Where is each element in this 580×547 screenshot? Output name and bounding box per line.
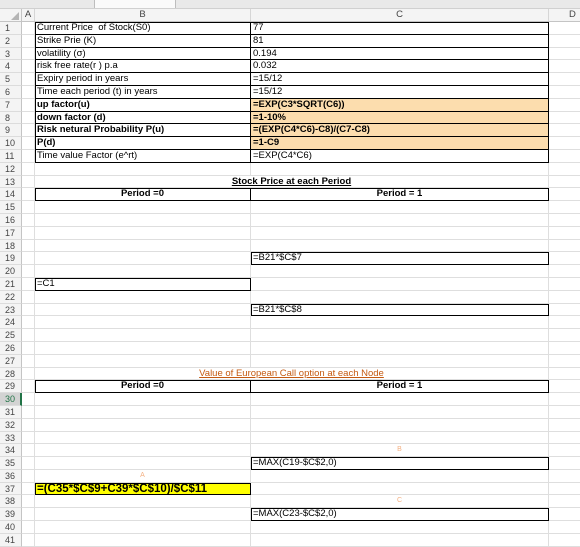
cell-a8[interactable] [22, 112, 35, 125]
cell-b25[interactable] [35, 329, 251, 342]
row-header-20[interactable]: 20 [0, 265, 22, 278]
sheet-row [0, 22, 580, 35]
select-all-button[interactable] [0, 9, 22, 21]
cell-a13[interactable] [22, 176, 35, 189]
cell-b22[interactable] [35, 291, 251, 304]
row-header-27[interactable]: 27 [0, 355, 22, 368]
cell-d24[interactable] [549, 316, 580, 329]
parameter-label-1[interactable]: Current Price of Stock(S0) [35, 22, 251, 35]
cell-a12[interactable] [22, 163, 35, 176]
cell-d28[interactable] [549, 368, 580, 381]
cell-c12[interactable] [251, 163, 549, 176]
sheet-row [0, 329, 580, 342]
row-header-2[interactable]: 2 [0, 35, 22, 48]
parameter-value-6[interactable]: =15/12 [251, 86, 549, 99]
cell-c18[interactable] [251, 240, 549, 253]
sheet-row [0, 86, 580, 99]
cell-b33[interactable] [35, 432, 251, 445]
cell-a7[interactable] [22, 99, 35, 112]
cell-d9[interactable] [549, 124, 580, 137]
cell-d34[interactable] [549, 444, 580, 457]
row-header-8[interactable]: 8 [0, 112, 22, 125]
row-header-9[interactable]: 9 [0, 124, 22, 137]
cell-d27[interactable] [549, 355, 580, 368]
cell-d19[interactable] [549, 252, 580, 265]
column-header-b[interactable]: B [35, 9, 251, 21]
sheet-row [0, 214, 580, 227]
sheet-row [0, 342, 580, 355]
cell-b35[interactable] [35, 457, 251, 470]
sheet-row [0, 99, 580, 112]
row-header-35[interactable]: 35 [0, 457, 22, 470]
select-all-triangle-icon [11, 12, 19, 20]
sheet-row [0, 457, 580, 470]
sheet-row [0, 406, 580, 419]
parameter-value-4[interactable]: 0.032 [251, 60, 549, 73]
node-label-b[interactable]: B [251, 444, 549, 457]
row-header-23[interactable]: 23 [0, 304, 22, 317]
row-header-12[interactable]: 12 [0, 163, 22, 176]
cell-b15[interactable] [35, 201, 251, 214]
sheet-row [0, 355, 580, 368]
sheet-row [0, 432, 580, 445]
parameter-label-7[interactable]: up factor(u) [35, 99, 251, 112]
cell-a32[interactable] [22, 419, 35, 432]
cell-b39[interactable] [35, 508, 251, 521]
row-header-29[interactable]: 29 [0, 380, 22, 393]
column-header-a[interactable]: A [22, 9, 35, 21]
row-header-17[interactable]: 17 [0, 227, 22, 240]
cell-b23[interactable] [35, 304, 251, 317]
row-header-10[interactable]: 10 [0, 137, 22, 150]
sheet-row [0, 380, 580, 393]
sheet-row [0, 534, 580, 547]
row-header-5[interactable]: 5 [0, 73, 22, 86]
parameter-label-4[interactable]: risk free rate(r ) p.a [35, 60, 251, 73]
parameter-value-1[interactable]: 77 [251, 22, 549, 35]
node-label-a[interactable]: A [35, 470, 251, 483]
parameter-value-11[interactable]: =EXP(C4*C6) [251, 150, 549, 163]
stock-initial-node-cell[interactable]: =C1 [35, 278, 251, 291]
cell-a25[interactable] [22, 329, 35, 342]
cell-b40[interactable] [35, 521, 251, 534]
cell-d6[interactable] [549, 86, 580, 99]
cell-a35[interactable] [22, 457, 35, 470]
cell-a10[interactable] [22, 137, 35, 150]
sheet-row [0, 227, 580, 240]
cell-d32[interactable] [549, 419, 580, 432]
cell-b30[interactable] [35, 393, 251, 406]
cell-b24[interactable] [35, 316, 251, 329]
sheet-row [0, 278, 580, 291]
cell-a26[interactable] [22, 342, 35, 355]
ribbon-control[interactable] [94, 0, 176, 8]
cell-a29[interactable] [22, 380, 35, 393]
row-header-41[interactable]: 41 [0, 534, 22, 547]
cell-a27[interactable] [22, 355, 35, 368]
sheet-row [0, 48, 580, 61]
sheet-row [0, 368, 580, 381]
row-header-1[interactable]: 1 [0, 22, 22, 35]
cell-a34[interactable] [22, 444, 35, 457]
cell-a1[interactable] [22, 22, 35, 35]
parameter-value-8[interactable]: =1-10% [251, 112, 549, 125]
cell-a16[interactable] [22, 214, 35, 227]
sheet-row [0, 252, 580, 265]
sheet-row [0, 73, 580, 86]
stock-up-node-cell[interactable]: =B21*$C$7 [251, 252, 549, 265]
parameter-label-6[interactable]: Time each period (t) in years [35, 86, 251, 99]
cell-b31[interactable] [35, 406, 251, 419]
row-header-40[interactable]: 40 [0, 521, 22, 534]
cell-d8[interactable] [549, 112, 580, 125]
cell-a21[interactable] [22, 278, 35, 291]
cell-c22[interactable] [251, 291, 549, 304]
row-header-3[interactable]: 3 [0, 48, 22, 61]
cell-c36[interactable] [251, 470, 549, 483]
parameter-value-2[interactable]: 81 [251, 35, 549, 48]
option-up-payoff-cell[interactable]: =MAX(C19-$C$2,0) [251, 457, 549, 470]
cell-d23[interactable] [549, 304, 580, 317]
cell-a4[interactable] [22, 60, 35, 73]
option-period-1-header[interactable]: Period = 1 [251, 380, 549, 393]
cell-d38[interactable] [549, 495, 580, 508]
cell-b32[interactable] [35, 419, 251, 432]
parameter-label-9[interactable]: Risk netural Probability P(u) [35, 124, 251, 137]
cell-b20[interactable] [35, 265, 251, 278]
cell-b27[interactable] [35, 355, 251, 368]
cell-d39[interactable] [549, 508, 580, 521]
cell-c32[interactable] [251, 419, 549, 432]
cell-d14[interactable] [549, 188, 580, 201]
cell-c15[interactable] [251, 201, 549, 214]
option-period-0-header[interactable]: Period =0 [35, 380, 251, 393]
row-header-6[interactable]: 6 [0, 86, 22, 99]
parameter-value-10[interactable]: =1-C9 [251, 137, 549, 150]
row-header-25[interactable]: 25 [0, 329, 22, 342]
ribbon-edge [0, 0, 580, 9]
cell-d12[interactable] [549, 163, 580, 176]
cell-a33[interactable] [22, 432, 35, 445]
cell-d4[interactable] [549, 60, 580, 73]
cell-a22[interactable] [22, 291, 35, 304]
cell-a37[interactable] [22, 483, 35, 496]
row-header-14[interactable]: 14 [0, 188, 22, 201]
cell-c16[interactable] [251, 214, 549, 227]
row-header-31[interactable]: 31 [0, 406, 22, 419]
parameter-value-9[interactable]: =(EXP(C4*C6)-C8)/(C7-C8) [251, 124, 549, 137]
sheet-row [0, 137, 580, 150]
cell-d21[interactable] [549, 278, 580, 291]
cell-d13[interactable] [549, 176, 580, 189]
row-header-26[interactable]: 26 [0, 342, 22, 355]
row-header-16[interactable]: 16 [0, 214, 22, 227]
cell-c21[interactable] [251, 278, 549, 291]
cell-b34[interactable] [35, 444, 251, 457]
cell-b38[interactable] [35, 495, 251, 508]
cell-a40[interactable] [22, 521, 35, 534]
row-header-13[interactable]: 13 [0, 176, 22, 189]
cell-d10[interactable] [549, 137, 580, 150]
cell-d20[interactable] [549, 265, 580, 278]
sheet-row [0, 521, 580, 534]
option-value-section-title[interactable]: Value of European Call option at each Node [35, 368, 549, 381]
stock-period-0-header[interactable]: Period =0 [35, 188, 251, 201]
parameter-label-10[interactable]: P(d) [35, 137, 251, 150]
cell-d35[interactable] [549, 457, 580, 470]
cell-a19[interactable] [22, 252, 35, 265]
sheet-row [0, 470, 580, 483]
sheet-row [0, 508, 580, 521]
sheet-row [0, 393, 580, 406]
sheet-row [0, 188, 580, 201]
parameter-label-2[interactable]: Strike Prie (K) [35, 35, 251, 48]
sheet-row [0, 291, 580, 304]
row-header-36[interactable]: 36 [0, 470, 22, 483]
sheet-row [0, 444, 580, 457]
cell-a30[interactable] [22, 393, 35, 406]
sheet-row [0, 240, 580, 253]
row-header-39[interactable]: 39 [0, 508, 22, 521]
cell-c26[interactable] [251, 342, 549, 355]
row-header-33[interactable]: 33 [0, 432, 22, 445]
cell-d3[interactable] [549, 48, 580, 61]
cell-d41[interactable] [549, 534, 580, 547]
sheet-row [0, 60, 580, 73]
cell-b12[interactable] [35, 163, 251, 176]
stock-price-section-title[interactable]: Stock Price at each Period [35, 176, 549, 189]
cell-a39[interactable] [22, 508, 35, 521]
option-down-payoff-cell[interactable]: =MAX(C23-$C$2,0) [251, 508, 549, 521]
cell-a9[interactable] [22, 124, 35, 137]
sheet-row [0, 150, 580, 163]
cell-a20[interactable] [22, 265, 35, 278]
cell-c24[interactable] [251, 316, 549, 329]
parameter-value-7[interactable]: =EXP(C3*SQRT(C6)) [251, 99, 549, 112]
cell-c20[interactable] [251, 265, 549, 278]
cell-d36[interactable] [549, 470, 580, 483]
cell-d5[interactable] [549, 73, 580, 86]
sheet-row [0, 35, 580, 48]
row-header-15[interactable]: 15 [0, 201, 22, 214]
cell-c31[interactable] [251, 406, 549, 419]
sheet-row [0, 316, 580, 329]
row-header-34[interactable]: 34 [0, 444, 22, 457]
cell-b41[interactable] [35, 534, 251, 547]
cell-d26[interactable] [549, 342, 580, 355]
parameter-value-3[interactable]: 0.194 [251, 48, 549, 61]
cell-c17[interactable] [251, 227, 549, 240]
cell-d22[interactable] [549, 291, 580, 304]
option-value-result-cell[interactable]: =(C35*$C$9+C39*$C$10)/$C$11 [35, 483, 251, 496]
cell-c27[interactable] [251, 355, 549, 368]
sheet-row [0, 112, 580, 125]
cell-c25[interactable] [251, 329, 549, 342]
cell-grid [0, 22, 580, 547]
cell-b26[interactable] [35, 342, 251, 355]
cell-c30[interactable] [251, 393, 549, 406]
cell-a5[interactable] [22, 73, 35, 86]
node-label-c[interactable]: C [251, 495, 549, 508]
cell-a36[interactable] [22, 470, 35, 483]
cell-a14[interactable] [22, 188, 35, 201]
parameter-label-3[interactable]: volatility (σ) [35, 48, 251, 61]
cell-d1[interactable] [549, 22, 580, 35]
parameter-label-8[interactable]: down factor (d) [35, 112, 251, 125]
cell-d33[interactable] [549, 432, 580, 445]
cell-d16[interactable] [549, 214, 580, 227]
row-header-24[interactable]: 24 [0, 316, 22, 329]
sheet-row [0, 163, 580, 176]
cell-b18[interactable] [35, 240, 251, 253]
sheet-row [0, 176, 580, 189]
cell-a15[interactable] [22, 201, 35, 214]
cell-d25[interactable] [549, 329, 580, 342]
cell-b19[interactable] [35, 252, 251, 265]
sheet-row [0, 304, 580, 317]
row-header-11[interactable]: 11 [0, 150, 22, 163]
column-header-c[interactable]: C [251, 9, 549, 21]
cell-d15[interactable] [549, 201, 580, 214]
sheet-row [0, 124, 580, 137]
sheet-row [0, 419, 580, 432]
cell-a24[interactable] [22, 316, 35, 329]
parameter-label-5[interactable]: Expiry period in years [35, 73, 251, 86]
row-header-30[interactable]: 30 [0, 393, 22, 406]
column-header-d[interactable]: D [569, 9, 576, 20]
cell-d18[interactable] [549, 240, 580, 253]
row-header-32[interactable]: 32 [0, 419, 22, 432]
cell-d2[interactable] [549, 35, 580, 48]
cell-a38[interactable] [22, 495, 35, 508]
cell-c41[interactable] [251, 534, 549, 547]
parameter-label-11[interactable]: Time value Factor (e^rt) [35, 150, 251, 163]
cell-a2[interactable] [22, 35, 35, 48]
cell-c33[interactable] [251, 432, 549, 445]
cell-c40[interactable] [251, 521, 549, 534]
sheet-row [0, 265, 580, 278]
cell-a17[interactable] [22, 227, 35, 240]
cell-a3[interactable] [22, 48, 35, 61]
cell-a18[interactable] [22, 240, 35, 253]
row-header-37[interactable]: 37 [0, 483, 22, 496]
cell-a11[interactable] [22, 150, 35, 163]
sheet-row [0, 483, 580, 496]
cell-a6[interactable] [22, 86, 35, 99]
cell-d11[interactable] [549, 150, 580, 163]
cell-d29[interactable] [549, 380, 580, 393]
cell-c37[interactable] [251, 483, 549, 496]
cell-a23[interactable] [22, 304, 35, 317]
column-header-row [0, 9, 580, 22]
cell-b17[interactable] [35, 227, 251, 240]
row-header-18[interactable]: 18 [0, 240, 22, 253]
row-header-21[interactable]: 21 [0, 278, 22, 291]
stock-period-1-header[interactable]: Period = 1 [251, 188, 549, 201]
row-header-22[interactable]: 22 [0, 291, 22, 304]
cell-d31[interactable] [549, 406, 580, 419]
cell-d17[interactable] [549, 227, 580, 240]
sheet-row [0, 201, 580, 214]
stock-down-node-cell[interactable]: =B21*$C$8 [251, 304, 549, 317]
cell-b16[interactable] [35, 214, 251, 227]
parameter-value-5[interactable]: =15/12 [251, 73, 549, 86]
cell-a41[interactable] [22, 534, 35, 547]
cell-d40[interactable] [549, 521, 580, 534]
cell-d7[interactable] [549, 99, 580, 112]
row-header-28[interactable]: 28 [0, 368, 22, 381]
cell-a31[interactable] [22, 406, 35, 419]
row-header-7[interactable]: 7 [0, 99, 22, 112]
row-header-38[interactable]: 38 [0, 495, 22, 508]
row-header-19[interactable]: 19 [0, 252, 22, 265]
row-header-4[interactable]: 4 [0, 60, 22, 73]
sheet-row [0, 495, 580, 508]
cell-d37[interactable] [549, 483, 580, 496]
cell-a28[interactable] [22, 368, 35, 381]
cell-d30[interactable] [549, 393, 580, 406]
